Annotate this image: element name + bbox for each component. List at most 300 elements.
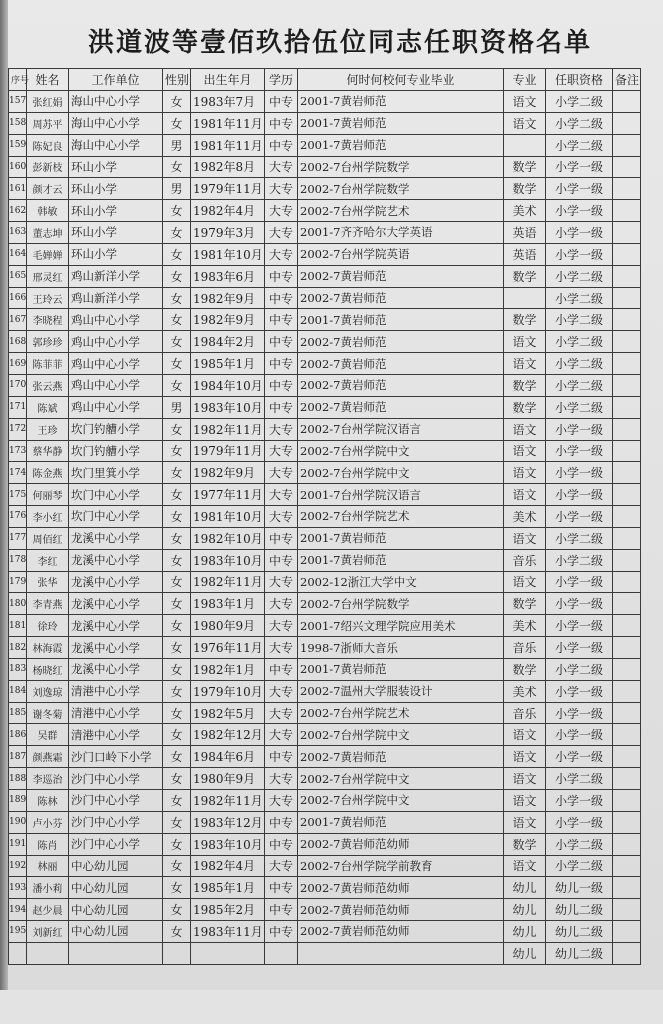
cell-num: 160 xyxy=(9,156,27,178)
cell-major: 英语 xyxy=(504,243,546,265)
cell-major: 数学 xyxy=(504,156,546,178)
cell-unit: 坎门里箕小学 xyxy=(69,462,163,484)
cell-qual: 小学一级 xyxy=(546,418,613,440)
cell-edu: 大专 xyxy=(265,790,298,812)
cell-unit: 龙溪中心小学 xyxy=(69,527,163,549)
header-unit: 工作单位 xyxy=(69,69,163,91)
table-row xyxy=(9,178,641,200)
cell-qual: 小学一级 xyxy=(546,790,613,812)
cell-major: 幼儿 xyxy=(504,899,546,921)
cell-major xyxy=(504,287,546,309)
cell-major: 语文 xyxy=(504,746,546,768)
cell-qual: 小学一级 xyxy=(546,462,613,484)
cell-gender: 女 xyxy=(163,855,191,877)
cell-major: 数学 xyxy=(504,396,546,418)
cell-num: 183 xyxy=(9,658,27,680)
cell-num: 184 xyxy=(9,680,27,702)
cell-school: 2002-7黄岩师范 xyxy=(298,265,504,287)
cell-major: 语文 xyxy=(504,527,546,549)
cell-qual: 小学二级 xyxy=(546,855,613,877)
cell-gender: 女 xyxy=(163,265,191,287)
cell-gender: 女 xyxy=(163,702,191,724)
cell-unit: 中心幼儿园 xyxy=(69,921,163,943)
cell-qual: 幼儿二级 xyxy=(546,942,613,964)
cell-school: 2002-7黄岩师范 xyxy=(298,746,504,768)
header-num: 序号 xyxy=(9,69,27,91)
table-row xyxy=(9,396,641,418)
cell-note xyxy=(613,680,641,702)
page-bottom-margin xyxy=(0,990,663,1024)
cell-name xyxy=(27,942,69,964)
cell-birth: 1979年11月 xyxy=(191,178,265,200)
cell-gender: 女 xyxy=(163,615,191,637)
cell-gender: 女 xyxy=(163,571,191,593)
cell-edu: 大专 xyxy=(265,571,298,593)
cell-birth: 1981年10月 xyxy=(191,506,265,528)
table-row xyxy=(9,374,641,396)
cell-gender: 女 xyxy=(163,484,191,506)
cell-name: 李小红 xyxy=(27,506,69,528)
cell-name: 谢冬菊 xyxy=(27,702,69,724)
cell-num: 175 xyxy=(9,484,27,506)
cell-note xyxy=(613,112,641,134)
cell-gender: 女 xyxy=(163,899,191,921)
cell-edu: 大专 xyxy=(265,724,298,746)
cell-name: 陈肖 xyxy=(27,833,69,855)
cell-name: 蔡华静 xyxy=(27,440,69,462)
cell-name: 陈菲菲 xyxy=(27,353,69,375)
table-row xyxy=(9,637,641,659)
cell-num: 176 xyxy=(9,506,27,528)
cell-name: 林海霞 xyxy=(27,637,69,659)
cell-note xyxy=(613,353,641,375)
cell-num: 171 xyxy=(9,396,27,418)
cell-name: 刘逸琼 xyxy=(27,680,69,702)
cell-gender: 女 xyxy=(163,287,191,309)
cell-birth: 1982年12月 xyxy=(191,724,265,746)
cell-edu: 中专 xyxy=(265,899,298,921)
cell-num: 158 xyxy=(9,112,27,134)
cell-birth: 1979年10月 xyxy=(191,680,265,702)
cell-qual: 小学一级 xyxy=(546,724,613,746)
cell-qual: 小学二级 xyxy=(546,549,613,571)
cell-school: 2002-7台州学院数学 xyxy=(298,593,504,615)
cell-name: 陈林 xyxy=(27,790,69,812)
cell-num: 162 xyxy=(9,200,27,222)
cell-name: 王玲云 xyxy=(27,287,69,309)
cell-name: 张云燕 xyxy=(27,374,69,396)
cell-school: 2002-7台州学院汉语言 xyxy=(298,418,504,440)
cell-qual: 小学二级 xyxy=(546,658,613,680)
cell-gender: 女 xyxy=(163,418,191,440)
cell-school: 2001-7绍兴文理学院应用美术 xyxy=(298,615,504,637)
binding-spine xyxy=(0,0,8,1024)
cell-note xyxy=(613,506,641,528)
cell-school: 2002-7黄岩师范 xyxy=(298,396,504,418)
cell-major: 美术 xyxy=(504,615,546,637)
cell-school: 1998-7浙师大音乐 xyxy=(298,637,504,659)
cell-name: 董志坤 xyxy=(27,222,69,244)
cell-name: 李晓程 xyxy=(27,309,69,331)
cell-birth: 1982年9月 xyxy=(191,287,265,309)
cell-gender: 女 xyxy=(163,374,191,396)
cell-name: 卢小芬 xyxy=(27,811,69,833)
cell-note xyxy=(613,440,641,462)
cell-edu: 大专 xyxy=(265,680,298,702)
header-major: 专业 xyxy=(504,69,546,91)
cell-unit: 鸡山中心小学 xyxy=(69,309,163,331)
cell-school xyxy=(298,942,504,964)
cell-name: 张红娟 xyxy=(27,91,69,113)
cell-birth xyxy=(191,942,265,964)
table-row xyxy=(9,331,641,353)
cell-major: 语文 xyxy=(504,112,546,134)
table-row xyxy=(9,353,641,375)
cell-major: 音乐 xyxy=(504,637,546,659)
cell-unit: 环山小学 xyxy=(69,243,163,265)
cell-school: 2002-7台州学院中文 xyxy=(298,724,504,746)
header-row xyxy=(9,69,641,91)
cell-school: 2001-7齐齐哈尔大学英语 xyxy=(298,222,504,244)
cell-major: 语文 xyxy=(504,440,546,462)
cell-name: 张华 xyxy=(27,571,69,593)
cell-unit: 环山小学 xyxy=(69,222,163,244)
cell-num xyxy=(9,942,27,964)
cell-qual: 小学二级 xyxy=(546,833,613,855)
cell-gender: 女 xyxy=(163,91,191,113)
cell-school: 2002-7台州学院中文 xyxy=(298,440,504,462)
cell-num: 181 xyxy=(9,615,27,637)
cell-gender: 女 xyxy=(163,833,191,855)
cell-qual: 小学二级 xyxy=(546,396,613,418)
cell-name: 何丽琴 xyxy=(27,484,69,506)
cell-name: 彭新枝 xyxy=(27,156,69,178)
cell-major: 数学 xyxy=(504,265,546,287)
cell-major: 语文 xyxy=(504,571,546,593)
cell-gender: 女 xyxy=(163,790,191,812)
cell-qual: 小学一级 xyxy=(546,440,613,462)
cell-edu: 中专 xyxy=(265,309,298,331)
cell-birth: 1982年10月 xyxy=(191,527,265,549)
cell-unit: 中心幼儿园 xyxy=(69,899,163,921)
cell-note xyxy=(613,746,641,768)
cell-birth: 1981年11月 xyxy=(191,134,265,156)
cell-unit: 环山小学 xyxy=(69,156,163,178)
cell-unit: 清港中心小学 xyxy=(69,702,163,724)
cell-note xyxy=(613,527,641,549)
cell-unit: 中心幼儿园 xyxy=(69,877,163,899)
cell-school: 2001-7黄岩师范 xyxy=(298,811,504,833)
cell-qual: 小学一级 xyxy=(546,200,613,222)
roster-body xyxy=(9,91,641,965)
cell-gender: 女 xyxy=(163,462,191,484)
table-row xyxy=(9,724,641,746)
cell-school: 2002-7台州学院艺术 xyxy=(298,200,504,222)
cell-num: 194 xyxy=(9,899,27,921)
cell-birth: 1980年9月 xyxy=(191,768,265,790)
cell-school: 2002-7温州大学服装设计 xyxy=(298,680,504,702)
cell-birth: 1980年9月 xyxy=(191,615,265,637)
header-school: 何时何校何专业毕业 xyxy=(298,69,504,91)
cell-major: 数学 xyxy=(504,178,546,200)
cell-birth: 1983年6月 xyxy=(191,265,265,287)
cell-edu: 中专 xyxy=(265,265,298,287)
cell-school: 2001-7黄岩师范 xyxy=(298,112,504,134)
cell-edu: 大专 xyxy=(265,593,298,615)
cell-edu: 中专 xyxy=(265,549,298,571)
cell-edu: 中专 xyxy=(265,811,298,833)
cell-school: 2002-7台州学院中文 xyxy=(298,462,504,484)
cell-gender: 女 xyxy=(163,746,191,768)
cell-edu: 中专 xyxy=(265,331,298,353)
cell-num: 177 xyxy=(9,527,27,549)
cell-edu: 大专 xyxy=(265,462,298,484)
cell-edu: 中专 xyxy=(265,91,298,113)
cell-birth: 1982年9月 xyxy=(191,309,265,331)
cell-gender: 女 xyxy=(163,593,191,615)
cell-note xyxy=(613,265,641,287)
cell-edu: 中专 xyxy=(265,353,298,375)
cell-major: 美术 xyxy=(504,200,546,222)
cell-num: 192 xyxy=(9,855,27,877)
cell-school: 2002-7台州学院数学 xyxy=(298,156,504,178)
cell-num: 179 xyxy=(9,571,27,593)
cell-unit: 沙门口岭下小学 xyxy=(69,746,163,768)
cell-qual: 小学一级 xyxy=(546,637,613,659)
table-row xyxy=(9,91,641,113)
cell-edu: 中专 xyxy=(265,396,298,418)
cell-qual: 小学一级 xyxy=(546,484,613,506)
cell-major: 数学 xyxy=(504,658,546,680)
table-row xyxy=(9,134,641,156)
cell-school: 2002-7台州学院学前教育 xyxy=(298,855,504,877)
cell-unit: 鸡山新洋小学 xyxy=(69,265,163,287)
cell-qual: 小学一级 xyxy=(546,222,613,244)
cell-gender: 女 xyxy=(163,440,191,462)
cell-unit: 坎门中心小学 xyxy=(69,506,163,528)
cell-qual: 小学一级 xyxy=(546,702,613,724)
cell-note xyxy=(613,462,641,484)
cell-qual: 小学二级 xyxy=(546,287,613,309)
cell-qual: 小学二级 xyxy=(546,91,613,113)
cell-edu: 中专 xyxy=(265,287,298,309)
cell-note xyxy=(613,615,641,637)
table-row xyxy=(9,790,641,812)
cell-note xyxy=(613,724,641,746)
cell-school: 2001-7黄岩师范 xyxy=(298,309,504,331)
cell-major: 语文 xyxy=(504,418,546,440)
cell-edu: 大专 xyxy=(265,506,298,528)
cell-name: 颜才云 xyxy=(27,178,69,200)
table-row xyxy=(9,200,641,222)
cell-edu: 大专 xyxy=(265,156,298,178)
cell-birth: 1983年1月 xyxy=(191,593,265,615)
cell-birth: 1983年10月 xyxy=(191,549,265,571)
cell-unit: 沙门中心小学 xyxy=(69,768,163,790)
cell-birth: 1979年3月 xyxy=(191,222,265,244)
cell-gender: 女 xyxy=(163,200,191,222)
cell-num: 161 xyxy=(9,178,27,200)
cell-major: 语文 xyxy=(504,768,546,790)
cell-num: 188 xyxy=(9,768,27,790)
cell-birth: 1982年4月 xyxy=(191,200,265,222)
cell-birth: 1982年11月 xyxy=(191,571,265,593)
cell-note xyxy=(613,396,641,418)
table-row xyxy=(9,309,641,331)
table-row xyxy=(9,156,641,178)
cell-qual: 小学二级 xyxy=(546,527,613,549)
cell-gender: 女 xyxy=(163,877,191,899)
cell-num: 185 xyxy=(9,702,27,724)
cell-note xyxy=(613,287,641,309)
cell-major: 数学 xyxy=(504,833,546,855)
cell-edu: 大专 xyxy=(265,200,298,222)
cell-qual: 幼儿二级 xyxy=(546,921,613,943)
cell-name: 林丽 xyxy=(27,855,69,877)
cell-unit xyxy=(69,942,163,964)
cell-birth: 1984年10月 xyxy=(191,374,265,396)
table-row xyxy=(9,899,641,921)
cell-num: 189 xyxy=(9,790,27,812)
cell-num: 159 xyxy=(9,134,27,156)
cell-qual: 小学二级 xyxy=(546,134,613,156)
cell-birth: 1982年11月 xyxy=(191,790,265,812)
cell-birth: 1982年5月 xyxy=(191,702,265,724)
cell-gender: 女 xyxy=(163,637,191,659)
cell-name: 潘小莉 xyxy=(27,877,69,899)
cell-note xyxy=(613,309,641,331)
cell-num: 178 xyxy=(9,549,27,571)
cell-gender: 女 xyxy=(163,112,191,134)
cell-unit: 海山中心小学 xyxy=(69,112,163,134)
cell-num: 186 xyxy=(9,724,27,746)
table-row xyxy=(9,768,641,790)
cell-edu: 中专 xyxy=(265,877,298,899)
cell-school: 2002-7黄岩师范幼师 xyxy=(298,877,504,899)
cell-birth: 1983年10月 xyxy=(191,396,265,418)
cell-gender: 女 xyxy=(163,309,191,331)
cell-gender: 女 xyxy=(163,243,191,265)
header-qual: 任职资格 xyxy=(546,69,613,91)
cell-unit: 龙溪中心小学 xyxy=(69,637,163,659)
cell-num: 172 xyxy=(9,418,27,440)
cell-note xyxy=(613,637,641,659)
cell-school: 2002-7黄岩师范 xyxy=(298,287,504,309)
cell-edu: 大专 xyxy=(265,702,298,724)
cell-qual: 小学一级 xyxy=(546,746,613,768)
cell-note xyxy=(613,418,641,440)
cell-edu: 大专 xyxy=(265,178,298,200)
cell-major: 语文 xyxy=(504,811,546,833)
cell-school: 2002-7黄岩师范 xyxy=(298,374,504,396)
cell-school: 2002-7台州学院数学 xyxy=(298,178,504,200)
table-row xyxy=(9,680,641,702)
cell-unit: 龙溪中心小学 xyxy=(69,593,163,615)
cell-unit: 坎门钓艚小学 xyxy=(69,440,163,462)
cell-gender: 女 xyxy=(163,658,191,680)
cell-edu: 中专 xyxy=(265,658,298,680)
cell-num: 168 xyxy=(9,331,27,353)
cell-edu: 中专 xyxy=(265,134,298,156)
cell-name: 周佰红 xyxy=(27,527,69,549)
table-row xyxy=(9,506,641,528)
table-row xyxy=(9,222,641,244)
cell-note xyxy=(613,877,641,899)
cell-num: 180 xyxy=(9,593,27,615)
cell-name: 王珍 xyxy=(27,418,69,440)
table-row xyxy=(9,702,641,724)
cell-qual: 小学一级 xyxy=(546,593,613,615)
cell-num: 182 xyxy=(9,637,27,659)
cell-edu: 中专 xyxy=(265,112,298,134)
cell-qual: 小学二级 xyxy=(546,374,613,396)
cell-unit: 龙溪中心小学 xyxy=(69,571,163,593)
cell-qual: 小学一级 xyxy=(546,615,613,637)
cell-birth: 1983年12月 xyxy=(191,811,265,833)
cell-num: 173 xyxy=(9,440,27,462)
cell-birth: 1979年11月 xyxy=(191,440,265,462)
cell-note xyxy=(613,833,641,855)
cell-edu: 大专 xyxy=(265,855,298,877)
cell-major: 语文 xyxy=(504,91,546,113)
cell-gender: 女 xyxy=(163,353,191,375)
cell-edu: 大专 xyxy=(265,418,298,440)
cell-birth: 1981年10月 xyxy=(191,243,265,265)
cell-unit: 龙溪中心小学 xyxy=(69,658,163,680)
cell-school: 2002-7台州学院英语 xyxy=(298,243,504,265)
cell-unit: 龙溪中心小学 xyxy=(69,615,163,637)
cell-unit: 鸡山中心小学 xyxy=(69,396,163,418)
cell-major: 英语 xyxy=(504,222,546,244)
header-note: 备注 xyxy=(613,69,641,91)
cell-birth: 1982年8月 xyxy=(191,156,265,178)
cell-qual: 小学二级 xyxy=(546,112,613,134)
cell-name: 李巡治 xyxy=(27,768,69,790)
cell-gender: 女 xyxy=(163,331,191,353)
table-row xyxy=(9,243,641,265)
cell-birth: 1984年6月 xyxy=(191,746,265,768)
cell-unit: 鸡山新洋小学 xyxy=(69,287,163,309)
cell-edu: 大专 xyxy=(265,768,298,790)
cell-name: 赵少晨 xyxy=(27,899,69,921)
cell-edu: 大专 xyxy=(265,222,298,244)
cell-name: 杨晓红 xyxy=(27,658,69,680)
cell-note xyxy=(613,571,641,593)
cell-note xyxy=(613,134,641,156)
cell-note xyxy=(613,855,641,877)
cell-note xyxy=(613,222,641,244)
cell-birth: 1982年4月 xyxy=(191,855,265,877)
cell-qual: 小学二级 xyxy=(546,353,613,375)
cell-gender xyxy=(163,942,191,964)
cell-edu: 中专 xyxy=(265,921,298,943)
cell-major: 数学 xyxy=(504,309,546,331)
cell-school: 2001-7黄岩师范 xyxy=(298,134,504,156)
cell-birth: 1985年1月 xyxy=(191,877,265,899)
cell-name: 陈妃良 xyxy=(27,134,69,156)
cell-note xyxy=(613,243,641,265)
table-row xyxy=(9,418,641,440)
cell-qual: 小学一级 xyxy=(546,811,613,833)
cell-major: 语文 xyxy=(504,724,546,746)
cell-edu xyxy=(265,942,298,964)
cell-qual: 小学一级 xyxy=(546,243,613,265)
cell-num: 187 xyxy=(9,746,27,768)
cell-num: 163 xyxy=(9,222,27,244)
cell-num: 164 xyxy=(9,243,27,265)
cell-name: 毛婵婵 xyxy=(27,243,69,265)
cell-major: 音乐 xyxy=(504,702,546,724)
